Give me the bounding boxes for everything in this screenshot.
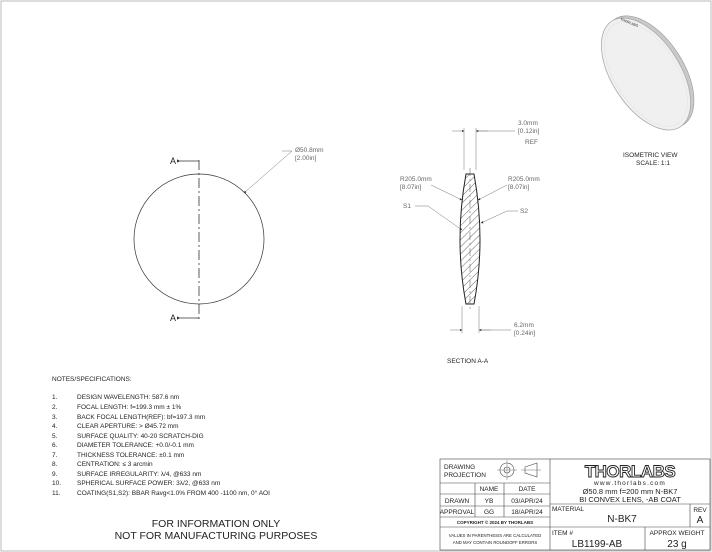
weight-label: APPROX WEIGHT <box>649 530 705 537</box>
edge-thickness-in: [0.24in] <box>514 330 536 337</box>
note-text: SPHERICAL SURFACE POWER: 3λ/2, @633 nm <box>77 480 221 487</box>
note-num: 8. <box>52 461 58 468</box>
front-view <box>134 147 324 323</box>
note-text: DIAMETER TOLERANCE: +0.0/-0.1 mm <box>77 442 194 449</box>
diameter-mm-label: Ø50.8mm <box>295 147 324 154</box>
note-text: SURFACE IRREGULARITY: λ/4, @633 nm <box>77 471 202 478</box>
note-num: 10. <box>52 480 62 487</box>
iso-view-title: ISOMETRIC VIEW <box>623 152 678 159</box>
radius1-in: [8.07in] <box>400 184 422 191</box>
radius1-leader <box>431 185 462 200</box>
s2-leader <box>481 211 507 223</box>
item-label: ITEM # <box>552 530 573 537</box>
description-line1: Ø50.8 mm f=200 mm N-BK7 <box>582 487 678 496</box>
description-line2: BI CONVEX LENS, -AB COAT <box>579 495 681 504</box>
projection-label-2: PROJECTION <box>444 472 486 479</box>
radius2-leader <box>478 185 507 200</box>
section-label-bottom: A <box>170 313 177 323</box>
iso-engraving: THORLABS <box>619 17 639 28</box>
rev-value: A <box>696 515 704 526</box>
note-text: SURFACE QUALITY: 40-20 SCRATCH-DIG <box>77 433 204 440</box>
center-thickness-ref: REF <box>525 139 538 146</box>
note-num: 7. <box>52 452 58 459</box>
note-text: COATING(S1,S2): BBAR Ravg<1.0% FROM 400 -1100 nm, 0° AOI <box>77 490 270 497</box>
note-text: FOCAL LENGTH: f=199.3 mm ± 1% <box>77 404 182 411</box>
note-num: 6. <box>52 442 58 449</box>
note-num: 9. <box>52 471 58 478</box>
center-thickness-in: [0.12in] <box>518 128 540 135</box>
center-thickness-mm: 3.0mm <box>518 120 538 127</box>
section-title: SECTION A-A <box>447 358 489 365</box>
note-num: 1. <box>52 394 58 401</box>
diameter-leader <box>244 151 292 193</box>
note-num: 2. <box>52 404 58 411</box>
material-value: N-BK7 <box>607 514 637 525</box>
radius1-mm: R205.0mm <box>400 176 432 183</box>
s1-leader <box>428 206 462 230</box>
note-text: BACK FOCAL LENGTH(REF): bf=197.3 mm <box>77 414 206 421</box>
diameter-in-label: [2.00in] <box>295 155 317 162</box>
note-num: 11. <box>52 490 61 497</box>
radius2-mm: R205.0mm <box>508 176 540 183</box>
disclaimer-line2: NOT FOR MANUFACTURING PURPOSES <box>114 530 318 542</box>
item-number: LB1199-AB <box>571 539 623 550</box>
disclaimer-line1: FOR INFORMATION ONLY <box>151 518 281 530</box>
section-label-top: A <box>170 156 177 166</box>
approval-label: APPROVAL <box>439 509 475 516</box>
edge-thickness-mm: 6.2mm <box>514 322 534 329</box>
note-text: CENTRATION: ≤ 3 arcmin <box>77 461 153 468</box>
projection-label-1: DRAWING <box>444 464 476 471</box>
first-angle-projection-icon <box>497 460 541 480</box>
drawn-label: DRAWN <box>444 498 470 505</box>
notes-block <box>52 376 270 497</box>
drawn-date: 03/APR/24 <box>511 498 543 505</box>
values-note-1: VALUES IN PARENTHESIS ARE CALCULATED <box>448 533 542 538</box>
note-text: CLEAR APERTURE: > Ø45.72 mm <box>77 423 179 430</box>
note-text: DESIGN WAVELENGTH: 587.6 nm <box>77 394 180 401</box>
surface2-label: S2 <box>520 208 528 215</box>
copyright: COPYRIGHT © 2024 BY THORLABS <box>456 520 534 525</box>
material-label: MATERIAL <box>552 506 585 513</box>
values-note-2: AND MAY CONTAIN ROUNDOFF ERRORS <box>452 540 538 545</box>
drawn-name: YB <box>484 498 494 505</box>
surface1-label: S1 <box>403 203 411 210</box>
title-block <box>440 459 710 550</box>
approval-name: GG <box>483 509 495 516</box>
approval-date: 18/APR/24 <box>511 509 543 516</box>
iso-view-scale: SCALE: 1:1 <box>636 160 670 167</box>
date-header: DATE <box>518 486 536 493</box>
isometric-view <box>583 0 712 167</box>
thorlabs-logo: THORLABS <box>584 462 676 481</box>
note-text: THICKNESS TOLERANCE: ±0.1 mm <box>77 452 185 459</box>
website: www.thorlabs.com <box>594 480 666 487</box>
section-view <box>400 120 540 365</box>
note-num: 5. <box>52 433 58 440</box>
rev-label: REV <box>693 507 707 514</box>
name-header: NAME <box>479 486 499 493</box>
notes-heading: NOTES/SPECIFICATIONS: <box>52 376 132 383</box>
weight-value: 23 g <box>667 539 687 550</box>
note-num: 3. <box>52 414 58 421</box>
radius2-in: [8.07in] <box>508 184 530 191</box>
note-num: 4. <box>52 423 58 430</box>
